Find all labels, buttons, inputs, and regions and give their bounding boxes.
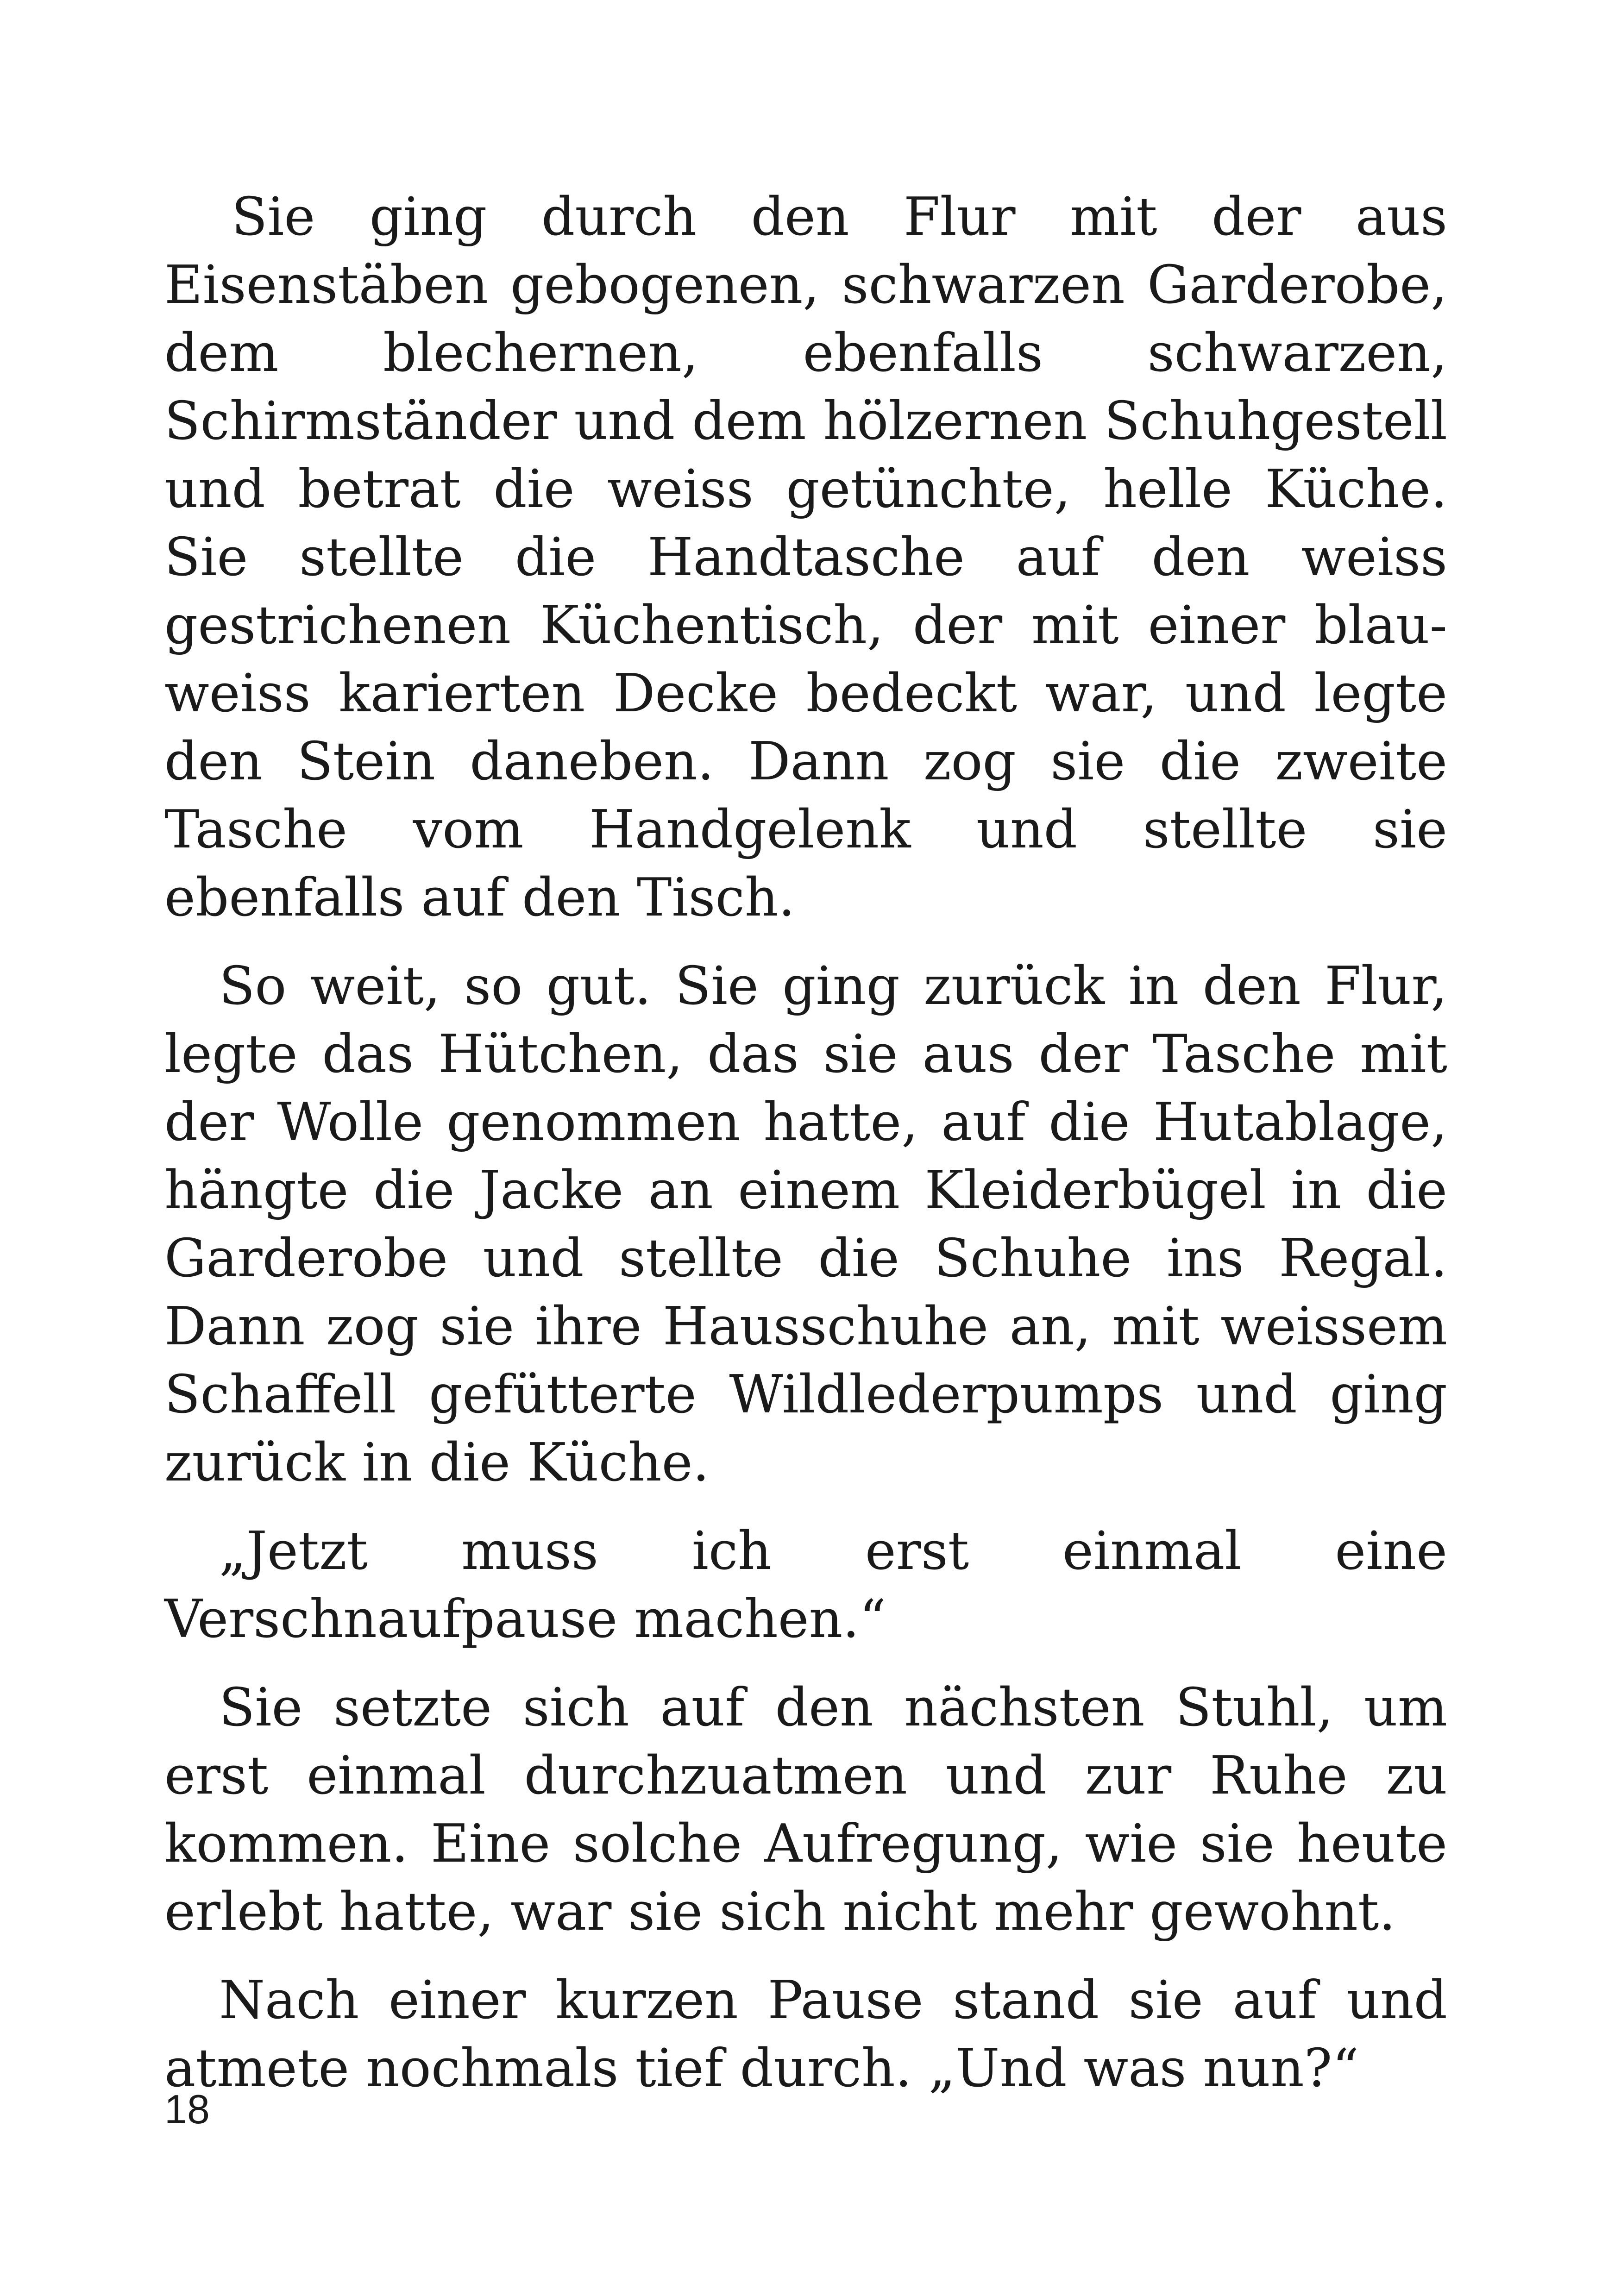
paragraph-3: „Jetzt muss ich erst einmal eine Verschnaufpause machen.“ [164, 1520, 1447, 1650]
page-number: 18 [164, 2086, 210, 2132]
paragraph-1: Sie ging durch den Flur mit der aus Eisenstäben gebogenen, schwarzen Garderobe, dem blechernen, ebenfalls schwarzen, Schirmständer und dem hölzernen Schuhgestell und betrat die weiss getünchte, helle Küche. Sie stellte die Handtasche auf den weiss gestrichenen Küchentisch, der mit einer blau-weiss karierten Decke bedeckt war, und legte den Stein daneben. Dann zog sie die zweite Tasche vom Handgelenk und stellte sie ebenfalls auf den Tisch. [164, 186, 1447, 928]
paragraph-5: Nach einer kurzen Pause stand sie auf und atmete nochmals tief durch. „Und was nun?“ [164, 1970, 1447, 2099]
paragraph-2: So weit, so gut. Sie ging zurück in den Flur, legte das Hütchen, das sie aus der Tasche mit der Wolle genommen hatte, auf die Hutablage, hängte die Jacke an einem Kleiderbügel in die Garderobe und stellte die Schuhe ins Regal. Dann zog sie ihre Hausschuhe an, mit weissem Schaffell gefütterte Wildlederpumps und ging zurück in die Küche. [164, 955, 1447, 1493]
paragraph-4: Sie setzte sich auf den nächsten Stuhl, um erst einmal durchzuatmen und zur Ruhe zu kommen. Eine solche Aufregung, wie sie heute erlebt hatte, war sie sich nicht mehr gewohnt. [164, 1677, 1447, 1942]
body-text [164, 183, 1447, 2123]
